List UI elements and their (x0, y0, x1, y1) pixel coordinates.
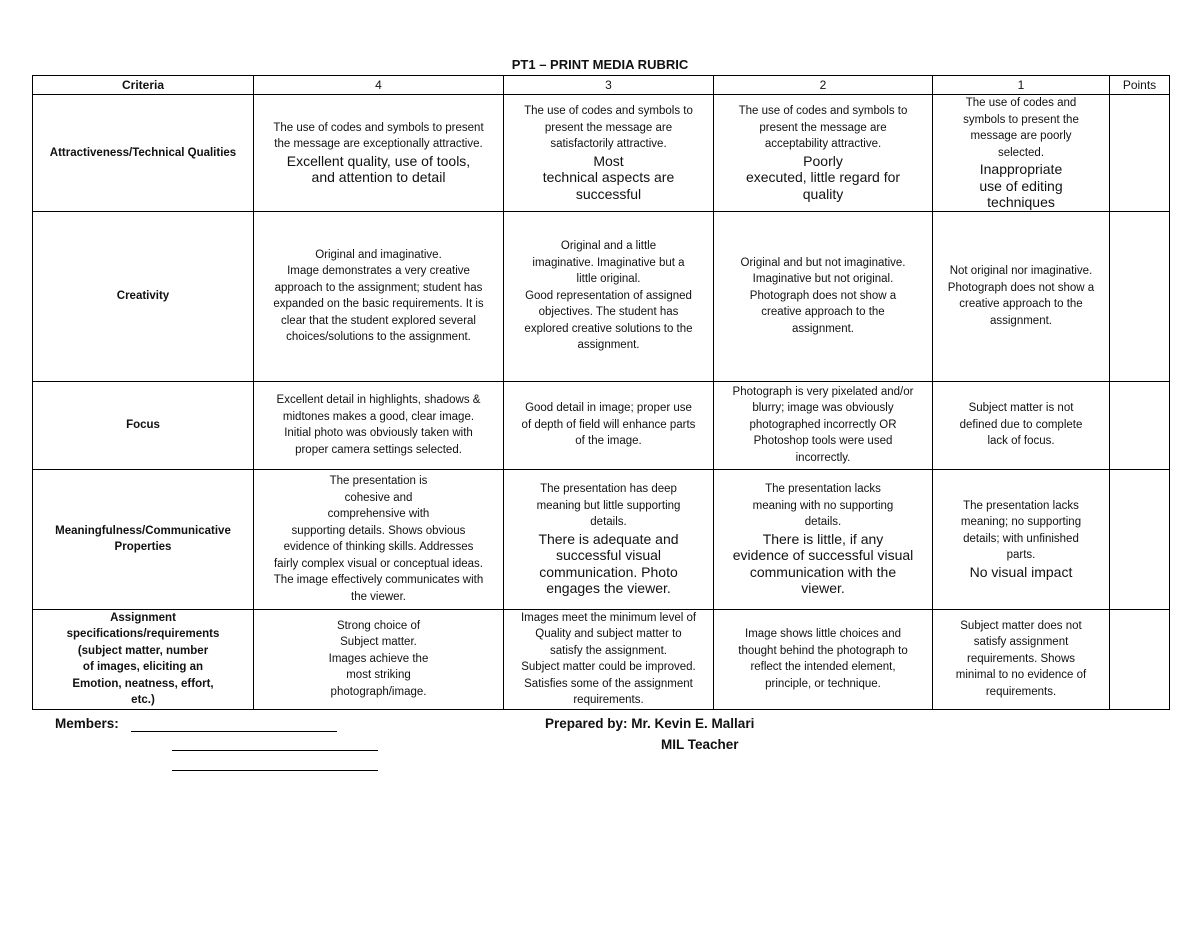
score-4-cell: Original and imaginative. Image demonstrates a very creative approach to the assignment; student has expanded on the basic requirements. It is clear that the student explored several choices/solutions to the assignment. (254, 211, 504, 381)
rubric-title: PT1 – PRINT MEDIA RUBRIC (511, 57, 689, 72)
score-3-cell (504, 469, 714, 609)
table-row (33, 381, 1170, 469)
descriptor-text-extra: No visual impact (969, 563, 1073, 580)
score-1-cell: Subject matter is not defined due to complete lack of focus. (933, 381, 1110, 469)
points-cell[interactable] (1110, 381, 1170, 469)
points-cell[interactable] (1110, 211, 1170, 381)
descriptor-text: The use of codes and symbols to present the message are acceptability attractive. (738, 105, 908, 151)
descriptor-text-extra: Most technical aspects are successful (542, 152, 675, 202)
score-4-cell: The presentation is cohesive and comprehensive with supporting details. Shows obvious evidence of thinking skills. Addresses fairly complex visual or conceptual ideas. The image effectively communicates with the viewer. (254, 469, 504, 609)
header-row (33, 76, 1170, 95)
criteria-cell: Attractiveness/Technical Qualities (33, 95, 254, 212)
score-4-cell: Excellent detail in highlights, shadows & midtones makes a good, clear image. Initial photo was obviously taken with proper camera settings selected. (254, 381, 504, 469)
header-score-1: 1 (933, 76, 1110, 95)
score-1-cell (933, 469, 1110, 609)
descriptor-text-extra: Inappropriate use of editing techniques (979, 161, 1063, 210)
descriptor-text: The presentation lacks meaning; no supporting details; with unfinished parts. (960, 499, 1082, 562)
score-2-cell: Photograph is very pixelated and/or blurry; image was obviously photographed incorrectly OR Photoshop tools were used incorrectly. (714, 381, 933, 469)
criteria-cell: Meaningfulness/Communicative Properties (33, 469, 254, 609)
prepared-by-label: Prepared by: Mr. Kevin E. Mallari (545, 716, 755, 731)
descriptor-text: The use of codes and symbols to present the message are poorly selected. (963, 97, 1079, 159)
descriptor-text-extra: There is adequate and successful visual communication. Photo engages the viewer. (538, 530, 679, 597)
descriptor-text: The presentation lacks meaning with no supporting details. (752, 483, 894, 529)
rubric-table (32, 75, 1170, 710)
score-1-cell: Not original nor imaginative. Photograph does not show a creative approach to the assignment. (933, 211, 1110, 381)
descriptor-text-extra: Poorly executed, little regard for quality (745, 152, 901, 202)
score-3-cell: Good detail in image; proper use of depth of field will enhance parts of the image. (504, 381, 714, 469)
header-points: Points (1110, 76, 1170, 95)
criteria-cell: Creativity (33, 211, 254, 381)
table-row (33, 469, 1170, 609)
member-line-2[interactable] (172, 750, 378, 751)
points-cell[interactable] (1110, 95, 1170, 212)
points-cell[interactable] (1110, 609, 1170, 709)
teacher-role: MIL Teacher (661, 737, 739, 752)
score-2-cell: Original and but not imaginative. Imaginative but not original. Photograph does not show a creative approach to the assignment. (714, 211, 933, 381)
score-3-cell (504, 95, 714, 212)
criteria-cell: Assignment specifications/requirements (subject matter, number of images, eliciting an Emotion, neatness, effort, etc.) (33, 609, 254, 709)
descriptor-text: The use of codes and symbols to present the message are satisfactorily attractive. (524, 105, 693, 151)
descriptor-text-extra: There is little, if any evidence of successful visual communication with the viewer. (732, 530, 914, 597)
score-3-cell: Original and a little imaginative. Imaginative but a little original. Good representation of assigned objectives. The student has explored creative solutions to the assignment. (504, 211, 714, 381)
score-4-cell: Strong choice of Subject matter. Images achieve the most striking photograph/image. (254, 609, 504, 709)
descriptor-text-extra: Excellent quality, use of tools, and attention to detail (286, 152, 471, 186)
score-4-cell (254, 95, 504, 212)
score-2-cell (714, 95, 933, 212)
score-2-cell (714, 469, 933, 609)
score-2-cell: Image shows little choices and thought behind the photograph to reflect the intended element, principle, or technique. (714, 609, 933, 709)
header-score-2: 2 (714, 76, 933, 95)
descriptor-text: The presentation has deep meaning but little supporting details. (536, 483, 681, 529)
score-1-cell (933, 95, 1110, 212)
members-label: Members: (55, 716, 119, 731)
descriptor-text: The use of codes and symbols to present the message are exceptionally attractive. (273, 121, 484, 151)
member-line-3[interactable] (172, 770, 378, 771)
score-1-cell: Subject matter does not satisfy assignment requirements. Shows minimal to no evidence of requirements. (933, 609, 1110, 709)
criteria-cell: Focus (33, 381, 254, 469)
points-cell[interactable] (1110, 469, 1170, 609)
table-row (33, 211, 1170, 381)
score-3-cell: Images meet the minimum level of Quality and subject matter to satisfy the assignment. Subject matter could be improved. Satisfies some of the assignment requirements. (504, 609, 714, 709)
table-row (33, 609, 1170, 709)
header-criteria: Criteria (33, 76, 254, 95)
table-row (33, 95, 1170, 212)
header-score-3: 3 (504, 76, 714, 95)
header-score-4: 4 (254, 76, 504, 95)
member-line-1[interactable] (131, 731, 337, 732)
